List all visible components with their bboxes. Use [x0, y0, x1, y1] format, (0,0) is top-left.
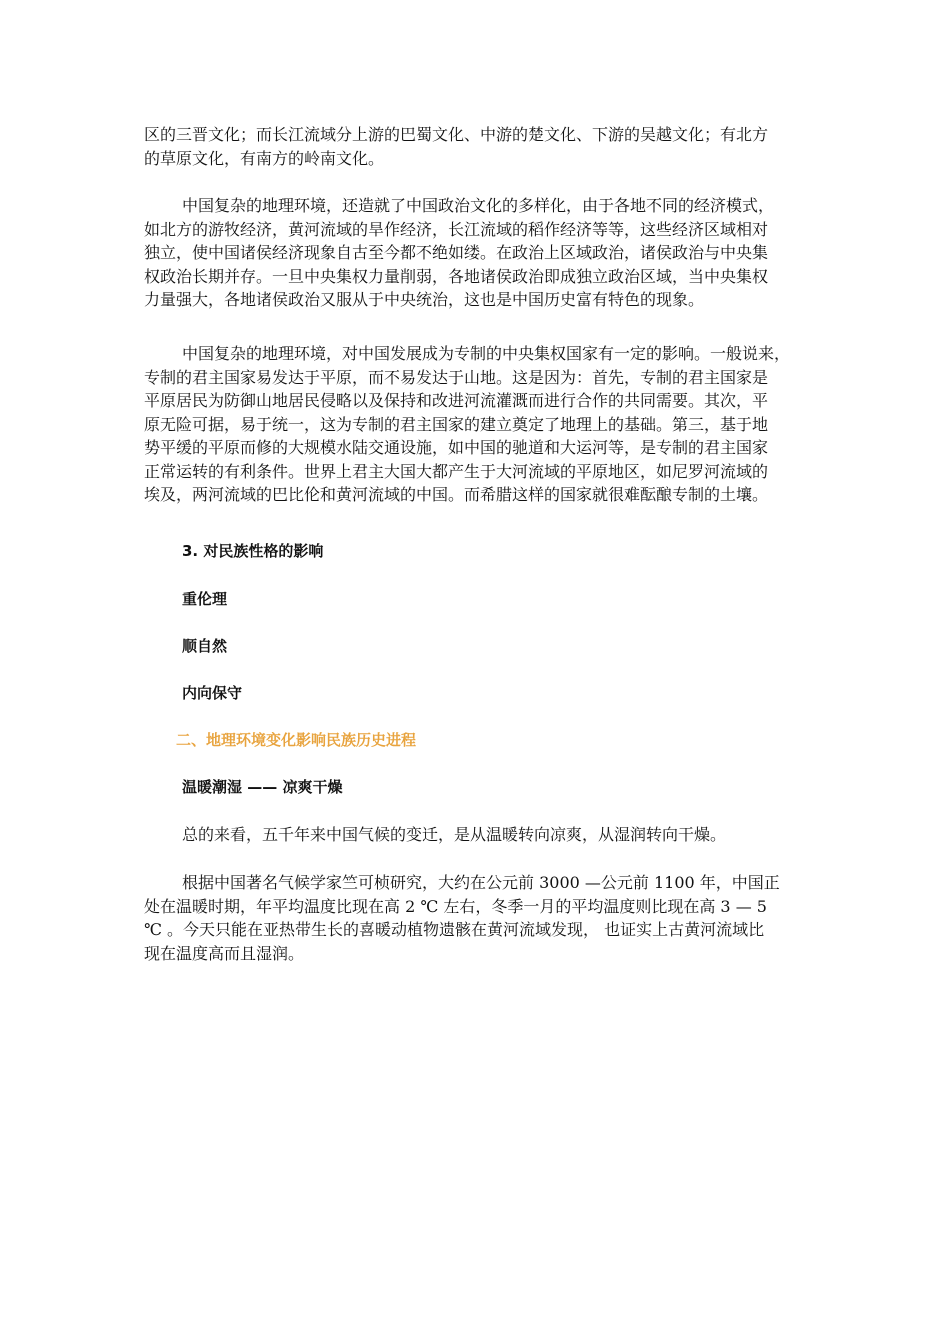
text-line: ℃ 。今天只能在亚热带生长的喜暖动植物遗骸在黄河流域发现， 也证实上古黄河流域比 — [144, 920, 765, 939]
paragraph-centralized-state — [144, 342, 816, 507]
paragraph-climate-research — [144, 871, 816, 965]
climate-subheading: 温暖潮湿 —— 凉爽干燥 — [182, 778, 343, 796]
text-line: 正常运转的有利条件。世界上君主大国大都产生于大河流域的平原地区，如尼罗河流域的 — [144, 461, 769, 481]
text-line: 如北方的游牧经济，黄河流域的旱作经济，长江流域的稻作经济等等，这些经济区域相对 — [144, 219, 769, 239]
text-line: 独立，使中国诸侯经济现象自古至今都不绝如缕。在政治上区域政治，诸侯政治与中央集 — [144, 243, 769, 262]
paragraph-culture-regions — [144, 123, 816, 170]
text-line: 平原居民为防御山地居民侵略以及保持和改进河流灌溉而进行合作的共同需要。其次，平 — [144, 391, 769, 410]
text-line: 势平缓的平原而修的大规模水陆交通设施，如中国的驰道和大运河等，是专制的君主国家 — [144, 438, 769, 457]
text-line: 中国复杂的地理环境，还造就了中国政治文化的多样化，由于各地不同的经济模式， — [182, 196, 775, 215]
text-line: 处在温暖时期，年平均温度比现在高 2 ℃ 左右，冬季一月的平均温度则比现在高 3 — 5 — [144, 896, 767, 916]
trait-introverted: 内向保守 — [182, 684, 243, 702]
trait-ethics: 重伦理 — [182, 590, 228, 608]
trait-nature: 顺自然 — [182, 637, 228, 655]
section-heading: 二、地理环境变化影响民族历史进程 — [176, 731, 417, 749]
text-line: 原无险可据，易于统一，这为专制的君主国家的建立奠定了地理上的基础。第三，基于地 — [144, 414, 769, 434]
paragraph-political-culture — [144, 194, 816, 312]
text-line: 的草原文化，有南方的岭南文化。 — [144, 148, 385, 168]
text-line: 现在温度高而且湿润。 — [144, 943, 305, 963]
text-line: 根据中国著名气候学家竺可桢研究，大约在公元前 3000 —公元前 1100 年，中国正 — [182, 873, 780, 892]
heading-national-character: 3. 对民族性格的影响 — [182, 542, 324, 560]
text-line: 力量强大，各地诸侯政治又服从于中央统治，这也是中国历史富有特色的现象。 — [144, 290, 705, 309]
text-line: 埃及，两河流域的巴比伦和黄河流域的中国。而希腊这样的国家就很难酝酿专制的土壤。 — [144, 485, 769, 504]
text-line: 区的三晋文化；而长江流域分上游的巴蜀文化、中游的楚文化、下游的吴越文化；有北方 — [144, 125, 769, 144]
climate-summary: 总的来看，五千年来中国气候的变迁，是从温暖转向凉爽，从湿润转向干燥。 — [182, 825, 727, 844]
text-line: 权政治长期并存。一旦中央集权力量削弱，各地诸侯政治即成独立政治区域，当中央集权 — [144, 266, 769, 286]
text-line: 中国复杂的地理环境，对中国发展成为专制的中央集权国家有一定的影响。一般说来， — [182, 344, 791, 363]
text-line: 专制的君主国家易发达于平原，而不易发达于山地。这是因为：首先，专制的君主国家是 — [144, 367, 769, 387]
